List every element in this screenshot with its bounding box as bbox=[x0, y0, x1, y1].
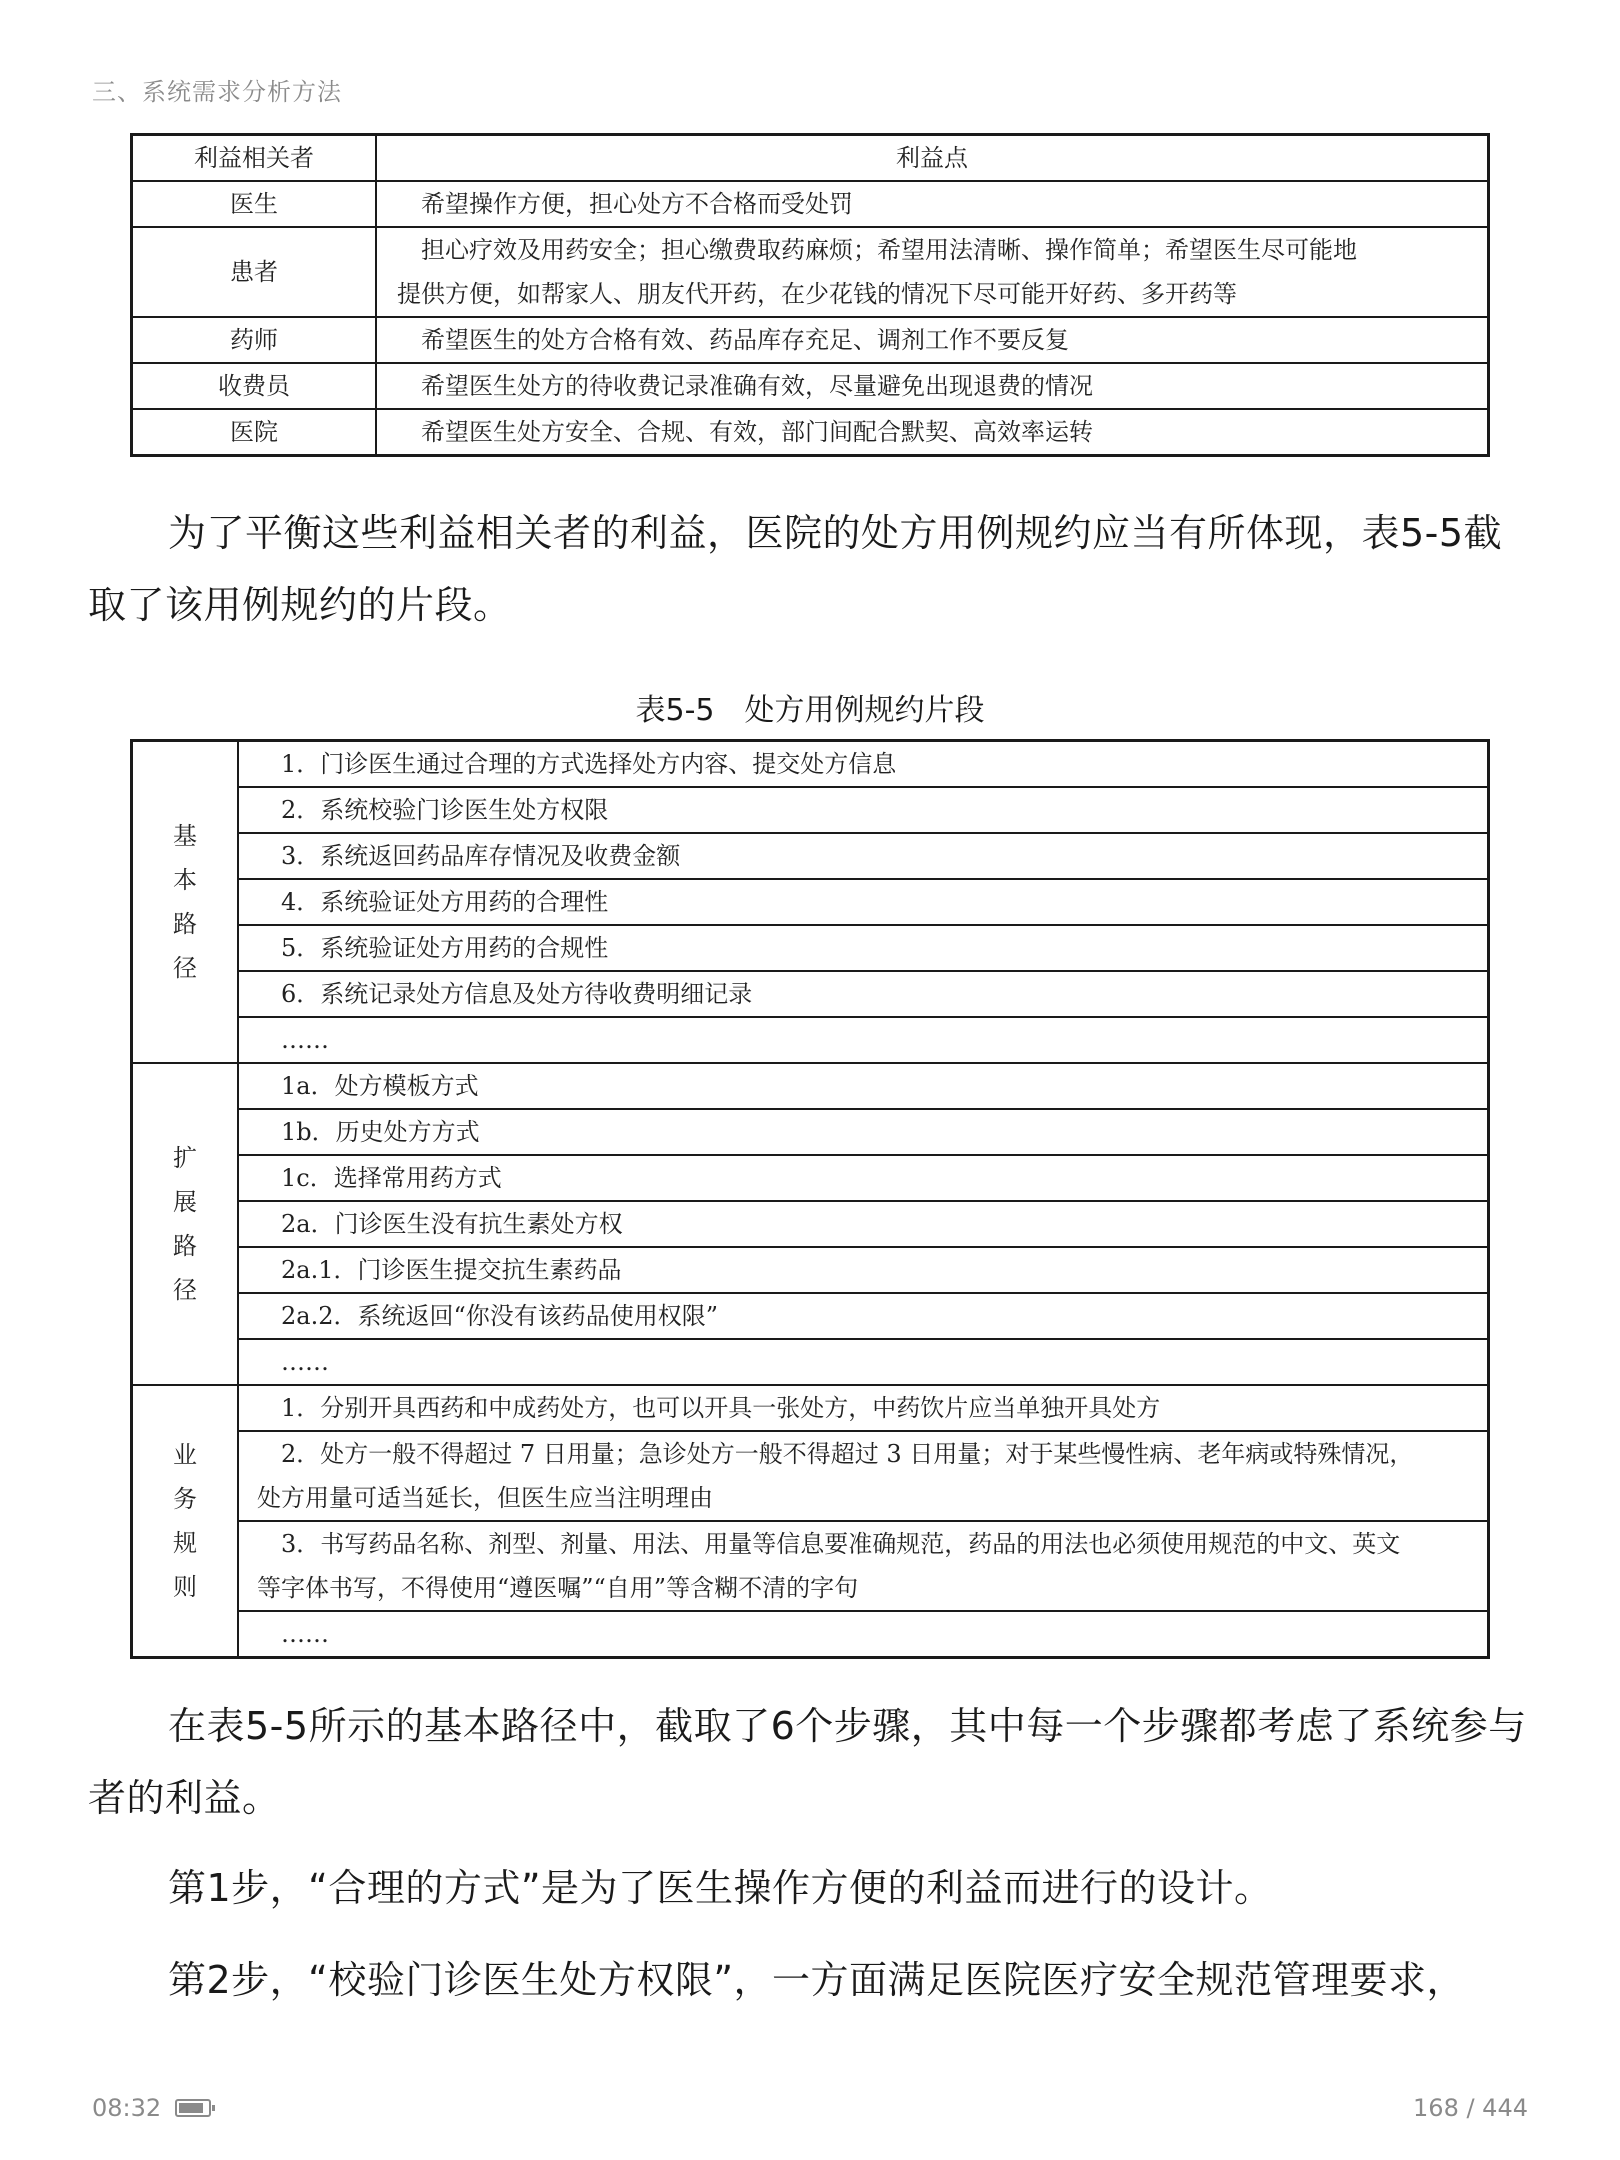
table-row bbox=[132, 1063, 1489, 1109]
header-stakeholder: 利益相关者 bbox=[132, 135, 377, 182]
step-line: 5．系统验证处方用药的合规性 bbox=[281, 934, 609, 962]
table-row bbox=[132, 833, 1489, 879]
header-interest: 利益点 bbox=[376, 135, 1489, 182]
table-caption: 表5-5 处方用例规约片段 bbox=[635, 693, 985, 728]
section-label bbox=[132, 741, 239, 1064]
table-row bbox=[132, 1017, 1489, 1063]
clock-text: 08:32 bbox=[92, 2094, 162, 2122]
table-row bbox=[132, 1247, 1489, 1293]
paragraph-2 bbox=[88, 1690, 1528, 1834]
step-line: 2a.1．门诊医生提交抗生素药品 bbox=[281, 1256, 622, 1284]
interest-line: 提供方便，如帮家人、朋友代开药，在少花钱的情况下尽可能开好药、多开药等 bbox=[397, 280, 1237, 308]
interest-line: 担心疗效及用药安全；担心缴费取药麻烦；希望用法清晰、操作简单；希望医生尽可能地 bbox=[421, 236, 1357, 264]
step-cell bbox=[238, 1293, 1489, 1339]
interest-line: 希望医生的处方合格有效、药品库存充足、调剂工作不要反复 bbox=[421, 326, 1069, 354]
table-row bbox=[132, 1339, 1489, 1385]
stakeholder-cell: 收费员 bbox=[132, 363, 377, 409]
step-line: 4．系统验证处方用药的合理性 bbox=[281, 888, 609, 916]
paragraph-2-text: 在表5-5所示的基本路径中，截取了6个步骤，其中每一个步骤都考虑了系统参与者的利益。 bbox=[88, 1704, 1527, 1820]
step-cell bbox=[238, 1431, 1489, 1521]
paragraph-4 bbox=[88, 1944, 1528, 2016]
table-row bbox=[132, 1521, 1489, 1611]
paragraph-1 bbox=[88, 497, 1528, 641]
step-line: 1b．历史处方方式 bbox=[281, 1118, 480, 1146]
table-row bbox=[132, 317, 1489, 363]
stakeholder-table bbox=[130, 133, 1490, 457]
section-label-text: 基本路径 bbox=[173, 822, 197, 982]
section-label-text: 业务规则 bbox=[173, 1441, 197, 1601]
stakeholder-cell: 药师 bbox=[132, 317, 377, 363]
interest-cell bbox=[376, 181, 1489, 227]
table-row bbox=[132, 181, 1489, 227]
step-line: 处方用量可适当延长，但医生应当注明理由 bbox=[257, 1484, 713, 1512]
step-line: 1．门诊医生通过合理的方式选择处方内容、提交处方信息 bbox=[281, 750, 897, 778]
battery-icon bbox=[175, 2099, 211, 2117]
table-row bbox=[132, 1385, 1489, 1431]
paragraph-3-text: 第1步，“合理的方式”是为了医生操作方便的利益而进行的设计。 bbox=[168, 1866, 1273, 1910]
stakeholder-cell: 患者 bbox=[132, 227, 377, 317]
table-row bbox=[132, 879, 1489, 925]
step-cell bbox=[238, 787, 1489, 833]
stakeholder-cell: 医院 bbox=[132, 409, 377, 456]
section-label bbox=[132, 1385, 239, 1658]
table-row bbox=[132, 741, 1489, 788]
interest-line: 希望操作方便，担心处方不合格而受处罚 bbox=[421, 190, 853, 218]
table-row bbox=[132, 409, 1489, 456]
table-row bbox=[132, 925, 1489, 971]
step-line: …… bbox=[281, 1620, 329, 1648]
step-cell bbox=[238, 971, 1489, 1017]
stakeholder-cell: 医生 bbox=[132, 181, 377, 227]
step-line: 2．系统校验门诊医生处方权限 bbox=[281, 796, 609, 824]
page-indicator: 168 / 444 bbox=[1413, 2094, 1528, 2122]
section-label bbox=[132, 1063, 239, 1385]
step-cell bbox=[238, 1385, 1489, 1431]
step-line: 3．系统返回药品库存情况及收费金额 bbox=[281, 842, 681, 870]
table-row bbox=[132, 971, 1489, 1017]
step-cell bbox=[238, 1155, 1489, 1201]
step-cell bbox=[238, 1017, 1489, 1063]
step-cell bbox=[238, 879, 1489, 925]
interest-line: 希望医生处方安全、合规、有效，部门间配合默契、高效率运转 bbox=[421, 418, 1093, 446]
step-line: …… bbox=[281, 1026, 329, 1054]
interest-cell bbox=[376, 227, 1489, 317]
step-cell bbox=[238, 1247, 1489, 1293]
step-cell bbox=[238, 1063, 1489, 1109]
step-cell bbox=[238, 833, 1489, 879]
table-row bbox=[132, 1109, 1489, 1155]
step-line: 1a．处方模板方式 bbox=[281, 1072, 479, 1100]
paragraph-1-text: 为了平衡这些利益相关者的利益，医院的处方用例规约应当有所体现，表5-5截取了该用例规约的片段。 bbox=[88, 511, 1503, 627]
interest-cell bbox=[376, 409, 1489, 456]
step-cell bbox=[238, 741, 1489, 788]
step-line: 2a.2．系统返回“你没有该药品使用权限” bbox=[281, 1302, 719, 1330]
table-row bbox=[132, 787, 1489, 833]
interest-line: 希望医生处方的待收费记录准确有效，尽量避免出现退费的情况 bbox=[421, 372, 1093, 400]
step-line: 等字体书写，不得使用“遵医嘱”“自用”等含糊不清的字句 bbox=[257, 1574, 859, 1602]
step-cell bbox=[238, 1339, 1489, 1385]
step-line: 1．分别开具西药和中成药处方，也可以开具一张处方，中药饮片应当单独开具处方 bbox=[281, 1394, 1161, 1422]
paragraph-4-text: 第2步，“校验门诊医生处方权限”，一方面满足医院医疗安全规范管理要求， bbox=[168, 1958, 1466, 2002]
use-case-table bbox=[130, 739, 1490, 1659]
step-cell bbox=[238, 1521, 1489, 1611]
section-label-text: 扩展路径 bbox=[173, 1144, 197, 1304]
table-row bbox=[132, 1293, 1489, 1339]
step-cell bbox=[238, 1611, 1489, 1658]
step-line: 3．书写药品名称、剂型、剂量、用法、用量等信息要准确规范，药品的用法也必须使用规范的中文、英文 bbox=[281, 1530, 1401, 1558]
step-line: 6．系统记录处方信息及处方待收费明细记录 bbox=[281, 980, 753, 1008]
step-cell bbox=[238, 1109, 1489, 1155]
paragraph-3 bbox=[88, 1852, 1528, 1924]
running-head: 三、系统需求分析方法 bbox=[92, 78, 342, 106]
interest-cell bbox=[376, 317, 1489, 363]
table-row bbox=[132, 1611, 1489, 1658]
step-line: 2a．门诊医生没有抗生素处方权 bbox=[281, 1210, 623, 1238]
table-row bbox=[132, 227, 1489, 317]
step-line: …… bbox=[281, 1348, 329, 1376]
table-row bbox=[132, 1201, 1489, 1247]
step-cell bbox=[238, 925, 1489, 971]
status-time bbox=[92, 2094, 211, 2122]
interest-cell bbox=[376, 363, 1489, 409]
step-cell bbox=[238, 1201, 1489, 1247]
step-line: 2．处方一般不得超过 7 日用量；急诊处方一般不得超过 3 日用量；对于某些慢性病、老年病或特殊情况， bbox=[281, 1440, 1414, 1468]
table-row bbox=[132, 363, 1489, 409]
table-row bbox=[132, 1155, 1489, 1201]
table-row bbox=[132, 1431, 1489, 1521]
step-line: 1c．选择常用药方式 bbox=[281, 1164, 502, 1192]
